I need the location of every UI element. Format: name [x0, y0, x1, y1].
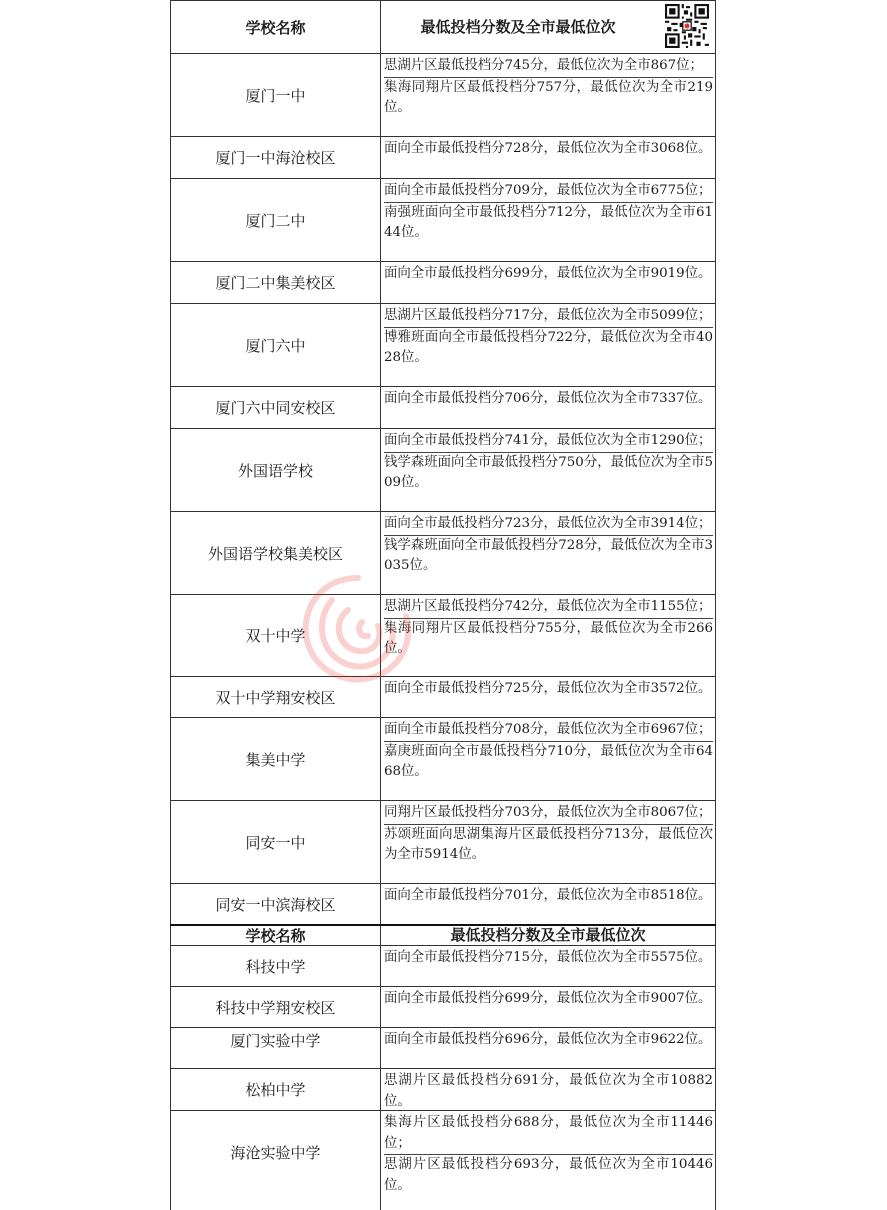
school-name: 厦门一中	[170, 54, 381, 136]
school-name: 科技中学翔安校区	[170, 987, 381, 1027]
table-row	[170, 303, 716, 386]
score-cell	[381, 677, 716, 717]
score-cell	[381, 429, 716, 511]
score-cell	[381, 387, 716, 428]
score-entry: 面向全市最低投档分715分，最低位次为全市5575位。	[384, 950, 712, 965]
score-entry: 集海片区最低投档分688分，最低位次为全市11446位；	[384, 1115, 713, 1151]
score-cell	[381, 987, 716, 1027]
table-row	[170, 1110, 716, 1210]
score-entry: 面向全市最低投档分699分，最低位次为全市9007位。	[384, 991, 712, 1006]
table-row	[170, 178, 716, 261]
score-entry: 面向全市最低投档分741分，最低位次为全市1290位；	[384, 433, 712, 448]
header-score-rank	[381, 1, 716, 53]
score-cell	[381, 512, 716, 594]
table-row	[170, 717, 716, 800]
score-cell	[381, 595, 716, 676]
table-row	[170, 594, 716, 676]
score-entry: 苏颂班面向思湖集海片区最低投档分713分，最低位次为全市5914位。	[384, 824, 713, 866]
school-name: 厦门一中海沧校区	[170, 137, 381, 178]
score-entry: 钱学森班面向全市最低投档分750分，最低位次为全市509位。	[384, 452, 713, 494]
header-school-name: 学校名称	[170, 1, 381, 53]
qr-code-icon	[665, 4, 709, 48]
school-name: 海沧实验中学	[170, 1111, 381, 1210]
header-score-rank-label: 最低投档分数及全市最低位次	[420, 17, 616, 36]
table-row	[170, 1027, 716, 1068]
score-entry: 同翔片区最低投档分703分，最低位次为全市8067位；	[384, 805, 712, 820]
score-entry: 集海同翔片区最低投档分757分，最低位次为全市219位。	[384, 77, 713, 119]
table-header	[170, 0, 716, 53]
score-entry: 面向全市最低投档分696分，最低位次为全市9622位。	[384, 1032, 712, 1047]
table-row	[170, 1068, 716, 1110]
school-name: 集美中学	[170, 718, 381, 800]
table-row	[170, 676, 716, 717]
school-name: 厦门六中同安校区	[170, 387, 381, 428]
score-table	[170, 0, 716, 1193]
table-row	[170, 986, 716, 1027]
score-entry: 南强班面向全市最低投档分712分，最低位次为全市6144位。	[384, 202, 713, 244]
school-name: 厦门六中	[170, 304, 381, 386]
score-entry: 思湖片区最低投档分691分，最低位次为全市10882位。	[384, 1073, 713, 1109]
score-cell	[381, 801, 716, 883]
table-row	[170, 386, 716, 428]
header-score-rank: 最低投档分数及全市最低位次	[381, 926, 716, 945]
score-cell	[381, 1111, 716, 1210]
score-entry: 思湖片区最低投档分717分，最低位次为全市5099位；	[384, 308, 712, 323]
school-name: 厦门二中	[170, 179, 381, 261]
table-header-repeat	[170, 924, 716, 945]
table-row	[170, 428, 716, 511]
score-cell	[381, 884, 716, 924]
table-row	[170, 883, 716, 924]
school-name: 双十中学	[170, 595, 381, 676]
school-name: 同安一中滨海校区	[170, 884, 381, 924]
score-entry: 面向全市最低投档分699分，最低位次为全市9019位。	[384, 266, 712, 281]
score-cell	[381, 1028, 716, 1068]
table-row	[170, 800, 716, 883]
table-row	[170, 261, 716, 303]
score-entry: 面向全市最低投档分723分，最低位次为全市3914位；	[384, 516, 712, 531]
score-entry: 面向全市最低投档分701分，最低位次为全市8518位。	[384, 888, 712, 903]
score-entry: 博雅班面向全市最低投档分722分，最低位次为全市4028位。	[384, 327, 713, 369]
score-entry: 嘉庚班面向全市最低投档分710分，最低位次为全市6468位。	[384, 741, 713, 783]
score-entry: 面向全市最低投档分728分，最低位次为全市3068位。	[384, 141, 712, 156]
table-row	[170, 945, 716, 986]
score-entry: 面向全市最低投档分725分，最低位次为全市3572位。	[384, 681, 712, 696]
score-cell	[381, 137, 716, 178]
table-row	[170, 136, 716, 178]
table-row	[170, 53, 716, 136]
score-entry: 思湖片区最低投档分742分，最低位次为全市1155位；	[384, 599, 712, 614]
score-cell	[381, 1069, 716, 1110]
score-cell	[381, 946, 716, 986]
score-entry: 钱学森班面向全市最低投档分728分，最低位次为全市3035位。	[384, 535, 713, 577]
score-cell	[381, 54, 716, 136]
score-entry: 思湖片区最低投档分693分，最低位次为全市10446位。	[384, 1154, 713, 1196]
school-name: 厦门二中集美校区	[170, 262, 381, 303]
school-name: 厦门实验中学	[170, 1028, 381, 1068]
school-name: 双十中学翔安校区	[170, 677, 381, 717]
score-entry: 面向全市最低投档分708分，最低位次为全市6967位；	[384, 722, 712, 737]
score-entry: 集海同翔片区最低投档分755分，最低位次为全市266位。	[384, 618, 713, 660]
score-entry: 思湖片区最低投档分745分，最低位次为全市867位；	[384, 58, 703, 73]
score-entry: 面向全市最低投档分706分，最低位次为全市7337位。	[384, 391, 712, 406]
score-cell	[381, 304, 716, 386]
score-cell	[381, 718, 716, 800]
header-school-name: 学校名称	[170, 926, 381, 945]
school-name: 科技中学	[170, 946, 381, 986]
school-name: 外国语学校	[170, 429, 381, 511]
school-name: 外国语学校集美校区	[170, 512, 381, 594]
table-row	[170, 511, 716, 594]
school-name: 松柏中学	[170, 1069, 381, 1110]
score-cell	[381, 179, 716, 261]
score-entry: 面向全市最低投档分709分，最低位次为全市6775位；	[384, 183, 712, 198]
school-name: 同安一中	[170, 801, 381, 883]
score-cell	[381, 262, 716, 303]
